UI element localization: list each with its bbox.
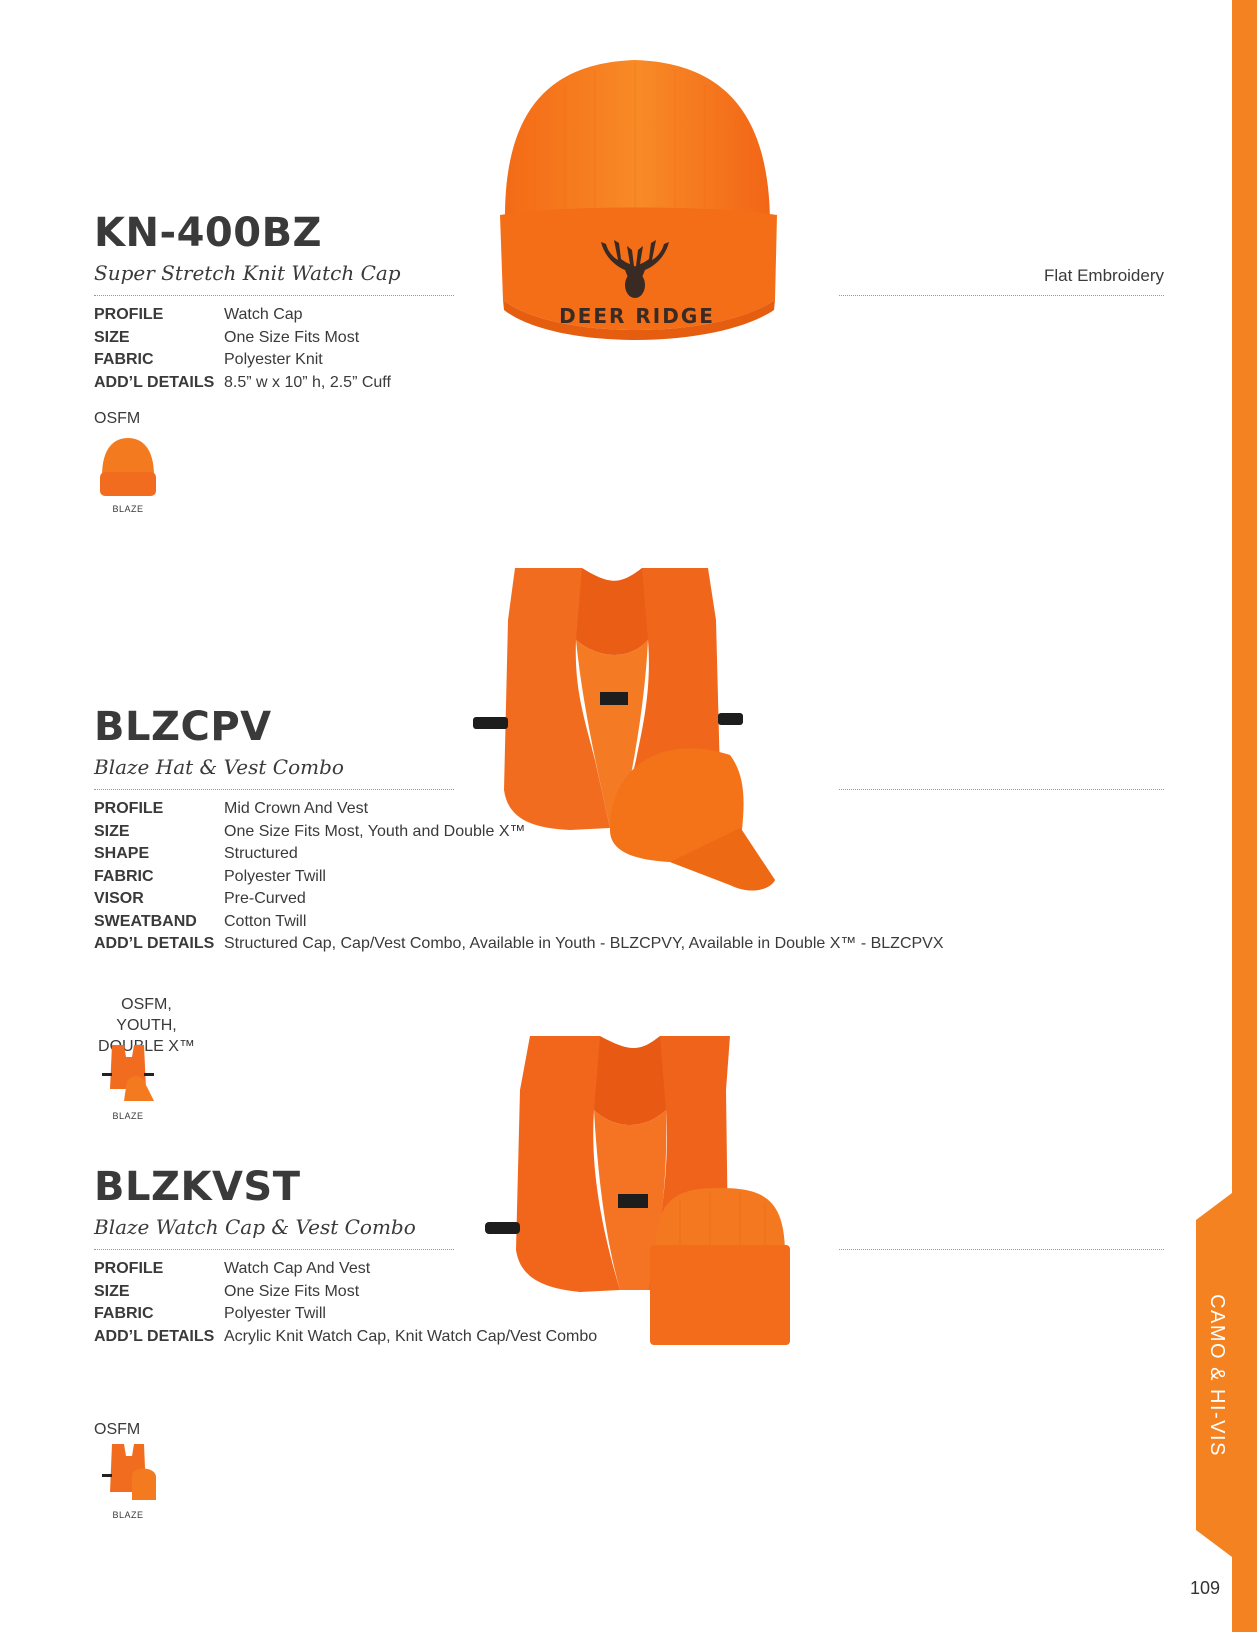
section-tab-label-wrap [1196, 1190, 1236, 1560]
swatch-label: BLAZE [112, 1111, 144, 1121]
spec-row [94, 372, 391, 395]
size-line: DOUBLE X™ [98, 1038, 195, 1055]
size-line: OSFM, YOUTH, [116, 996, 177, 1034]
swatch-blaze[interactable] [88, 436, 168, 514]
product-code: BLZCPV [94, 704, 272, 750]
divider [839, 789, 1164, 790]
spec-key: SWEATBAND [94, 912, 197, 930]
spec-value: One Size Fits Most, Youth and Double X™ [224, 822, 526, 840]
spec-value: Structured Cap, Cap/Vest Combo, Available in Youth - BLZCPVY, Available in Double X™ - BLZCPVX [224, 935, 944, 952]
divider [94, 1249, 454, 1250]
product-name: Super Stretch Knit Watch Cap [94, 261, 401, 285]
spec-key: FABRIC [94, 1305, 154, 1322]
page-number: 109 [1189, 1578, 1221, 1598]
divider [839, 295, 1164, 296]
spec-table [94, 304, 391, 394]
hero-beanie-image [495, 55, 785, 350]
spec-key: SIZE [94, 822, 130, 840]
size-note: OSFM [94, 410, 141, 427]
spec-value: One Size Fits Most [224, 328, 360, 346]
spec-key: VISOR [94, 890, 144, 907]
spec-value: Watch Cap And Vest [224, 1260, 371, 1277]
spec-value: Mid Crown And Vest [224, 800, 369, 817]
spec-key: PROFILE [94, 306, 164, 323]
hero-vest-cap-image [470, 560, 790, 940]
spec-key: FABRIC [94, 867, 154, 885]
spec-value: Polyester Knit [224, 351, 323, 368]
swatch-blaze[interactable] [88, 1442, 168, 1520]
decoration-label: Flat Embroidery [1044, 266, 1164, 285]
spec-value: Pre-Curved [224, 890, 306, 907]
divider [94, 295, 454, 296]
spec-key: SIZE [94, 1282, 130, 1300]
spec-row [94, 349, 391, 372]
spec-value: Polyester Twill [224, 1305, 326, 1322]
spec-value: Cotton Twill [224, 912, 307, 930]
product-code: KN-400BZ [94, 210, 323, 256]
spec-key: ADD’L DETAILS [94, 373, 215, 391]
spec-row [94, 304, 391, 327]
spec-key: ADD’L DETAILS [94, 1327, 215, 1345]
product-name: Blaze Hat & Vest Combo [94, 755, 344, 779]
spec-value: 8.5” w x 10” h, 2.5” Cuff [224, 373, 391, 391]
product-name: Blaze Watch Cap & Vest Combo [94, 1215, 416, 1239]
spec-key: SIZE [94, 328, 130, 346]
vest-cap-swatch-icon [96, 1043, 160, 1107]
logo-text: DEER RIDGE [559, 304, 715, 328]
swatch-label: BLAZE [112, 1510, 144, 1520]
spec-key: ADD’L DETAILS [94, 935, 215, 952]
spec-value: One Size Fits Most [224, 1282, 360, 1300]
spec-key: SHAPE [94, 845, 150, 862]
spec-key: FABRIC [94, 351, 154, 368]
size-note: OSFM [94, 1421, 141, 1438]
spec-value: Structured [224, 845, 298, 862]
product-code: BLZKVST [94, 1164, 301, 1210]
vest-beanie-swatch-icon [96, 1442, 160, 1506]
beanie-swatch-icon [96, 436, 160, 500]
swatch-blaze[interactable] [88, 1043, 168, 1121]
spec-key: PROFILE [94, 1260, 164, 1277]
divider [94, 789, 454, 790]
spec-row [94, 327, 391, 350]
spec-value: Polyester Twill [224, 867, 326, 885]
spec-value: Acrylic Knit Watch Cap, Knit Watch Cap/Vest Combo [224, 1327, 598, 1345]
swatch-label: BLAZE [112, 504, 144, 514]
hero-vest-beanie-image [480, 1030, 820, 1365]
spec-key: PROFILE [94, 800, 164, 817]
divider [839, 1249, 1164, 1250]
section-tab-label: CAMO & HI-VIS [1205, 1293, 1228, 1457]
spec-value: Watch Cap [224, 306, 303, 323]
